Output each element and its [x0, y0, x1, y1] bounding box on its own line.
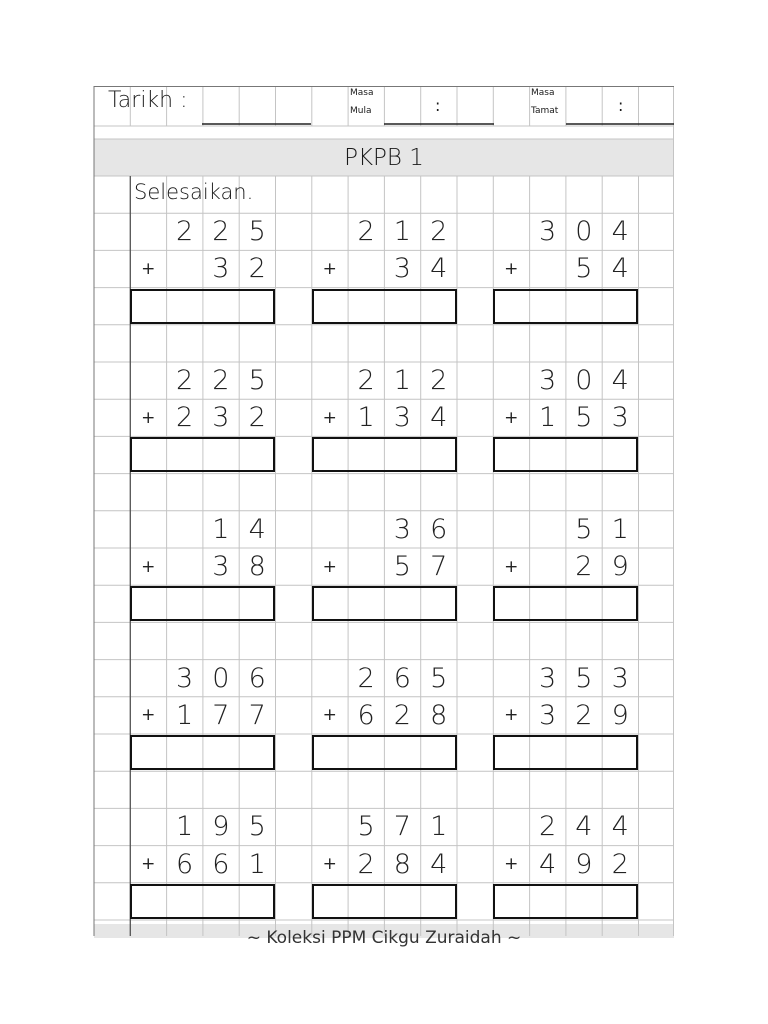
answer-box[interactable] — [130, 884, 275, 919]
plus-sign: + — [141, 407, 156, 428]
digit-top: 0 — [212, 662, 230, 694]
digit-top: 5 — [248, 216, 266, 248]
digit-bottom: 8 — [393, 848, 411, 880]
digit-top: 4 — [575, 811, 593, 843]
digit-bottom: 3 — [212, 402, 230, 434]
digit-bottom: 1 — [539, 402, 557, 434]
digit-top: 3 — [539, 662, 557, 694]
answer-box[interactable] — [493, 735, 638, 770]
digit-bottom: 2 — [248, 253, 266, 285]
digit-top: 1 — [176, 811, 194, 843]
digit-top: 1 — [212, 513, 230, 545]
plus-sign: + — [504, 705, 519, 726]
plus-sign: + — [322, 407, 337, 428]
plus-sign: + — [141, 556, 156, 577]
digit-top: 3 — [176, 662, 194, 694]
answer-box[interactable] — [130, 437, 275, 472]
digit-top: 3 — [611, 662, 629, 694]
digit-top: 7 — [393, 811, 411, 843]
digit-top: 5 — [430, 662, 448, 694]
digit-bottom: 2 — [357, 848, 375, 880]
digit-bottom: 1 — [176, 699, 194, 731]
end-time-label-1: Masa — [531, 88, 555, 98]
digit-top: 2 — [212, 365, 230, 396]
digit-bottom: 2 — [611, 848, 629, 880]
plus-sign: + — [141, 258, 156, 279]
digit-bottom: 4 — [430, 253, 448, 285]
digit-top: 0 — [575, 365, 593, 396]
plus-sign: + — [322, 258, 337, 279]
answer-box[interactable] — [493, 884, 638, 919]
digit-top: 2 — [357, 216, 375, 248]
digit-top: 5 — [575, 513, 593, 545]
digit-bottom: 2 — [176, 402, 194, 434]
digit-bottom: 6 — [212, 848, 230, 880]
end-time-colon: : — [618, 96, 624, 115]
digit-bottom: 4 — [430, 848, 448, 880]
digit-bottom: 2 — [575, 699, 593, 731]
digit-bottom: 3 — [539, 699, 557, 731]
plus-sign: + — [322, 705, 337, 726]
digit-top: 9 — [212, 811, 230, 843]
digit-top: 2 — [176, 216, 194, 248]
date-label: Tarikh : — [108, 88, 188, 113]
footer-band — [94, 922, 674, 952]
answer-box[interactable] — [130, 586, 275, 621]
digit-bottom: 3 — [393, 253, 411, 285]
digit-top: 1 — [393, 216, 411, 248]
footer-credit: ~ Koleksi PPM Cikgu Zuraidah ~ — [246, 928, 522, 948]
digit-bottom: 3 — [393, 402, 411, 434]
digit-bottom: 3 — [611, 402, 629, 434]
digit-top: 4 — [611, 365, 629, 396]
title-band — [94, 139, 674, 176]
digit-bottom: 9 — [611, 699, 629, 731]
digit-top: 2 — [430, 216, 448, 248]
digit-top: 1 — [430, 811, 448, 843]
digit-bottom: 6 — [176, 848, 194, 880]
plus-sign: + — [322, 556, 337, 577]
digit-top: 5 — [357, 811, 375, 843]
digit-top: 3 — [539, 216, 557, 248]
digit-top: 3 — [393, 513, 411, 545]
digit-top: 6 — [393, 662, 411, 694]
answer-box[interactable] — [312, 437, 457, 472]
digit-top: 3 — [539, 365, 557, 396]
digit-top: 0 — [575, 216, 593, 248]
digit-bottom: 2 — [248, 402, 266, 434]
digit-top: 1 — [611, 513, 629, 545]
answer-box[interactable] — [130, 289, 275, 324]
plus-sign: + — [504, 258, 519, 279]
plus-sign: + — [504, 556, 519, 577]
digit-bottom: 3 — [212, 551, 230, 582]
digit-bottom: 4 — [611, 253, 629, 285]
answer-box[interactable] — [312, 289, 457, 324]
digit-top: 2 — [357, 365, 375, 396]
instruction-text: Selesaikan. — [134, 180, 254, 204]
digit-top: 5 — [248, 811, 266, 843]
digit-top: 4 — [611, 811, 629, 843]
digit-bottom: 2 — [393, 699, 411, 731]
plus-sign: + — [141, 854, 156, 875]
digit-bottom: 2 — [575, 551, 593, 582]
digit-top: 4 — [611, 216, 629, 248]
answer-box[interactable] — [312, 884, 457, 919]
digit-top: 2 — [176, 365, 194, 396]
digit-bottom: 4 — [539, 848, 557, 880]
digit-top: 2 — [212, 216, 230, 248]
digit-bottom: 8 — [248, 551, 266, 582]
digit-bottom: 5 — [393, 551, 411, 582]
digit-bottom: 7 — [248, 699, 266, 731]
end-time-label-2: Tamat — [531, 106, 559, 116]
digit-bottom: 7 — [212, 699, 230, 731]
digit-bottom: 4 — [430, 402, 448, 434]
digit-top: 1 — [393, 365, 411, 396]
digit-top: 2 — [539, 811, 557, 843]
digit-bottom: 9 — [611, 551, 629, 582]
start-time-label-1: Masa — [350, 88, 374, 98]
digit-bottom: 1 — [248, 848, 266, 880]
plus-sign: + — [504, 407, 519, 428]
digit-bottom: 5 — [575, 402, 593, 434]
start-time-label-2: Mula — [350, 106, 372, 116]
answer-box[interactable] — [312, 735, 457, 770]
digit-top: 5 — [248, 365, 266, 396]
digit-top: 2 — [430, 365, 448, 396]
plus-sign: + — [504, 854, 519, 875]
page-title: PKPB 1 — [344, 144, 424, 171]
plus-sign: + — [141, 705, 156, 726]
digit-bottom: 6 — [357, 699, 375, 731]
digit-bottom: 1 — [357, 402, 375, 434]
digit-top: 5 — [575, 662, 593, 694]
digit-bottom: 8 — [430, 699, 448, 731]
answer-box[interactable] — [493, 289, 638, 324]
digit-top: 2 — [357, 662, 375, 694]
worksheet — [94, 86, 674, 948]
answer-box[interactable] — [493, 586, 638, 621]
start-time-colon: : — [435, 96, 441, 115]
digit-top: 6 — [430, 513, 448, 545]
answer-box[interactable] — [493, 437, 638, 472]
digit-bottom: 3 — [212, 253, 230, 285]
digit-bottom: 7 — [430, 551, 448, 582]
plus-sign: + — [322, 854, 337, 875]
digit-bottom: 5 — [575, 253, 593, 285]
digit-bottom: 9 — [575, 848, 593, 880]
digit-top: 4 — [248, 513, 266, 545]
digit-top: 6 — [248, 662, 266, 694]
answer-box[interactable] — [130, 735, 275, 770]
answer-box[interactable] — [312, 586, 457, 621]
